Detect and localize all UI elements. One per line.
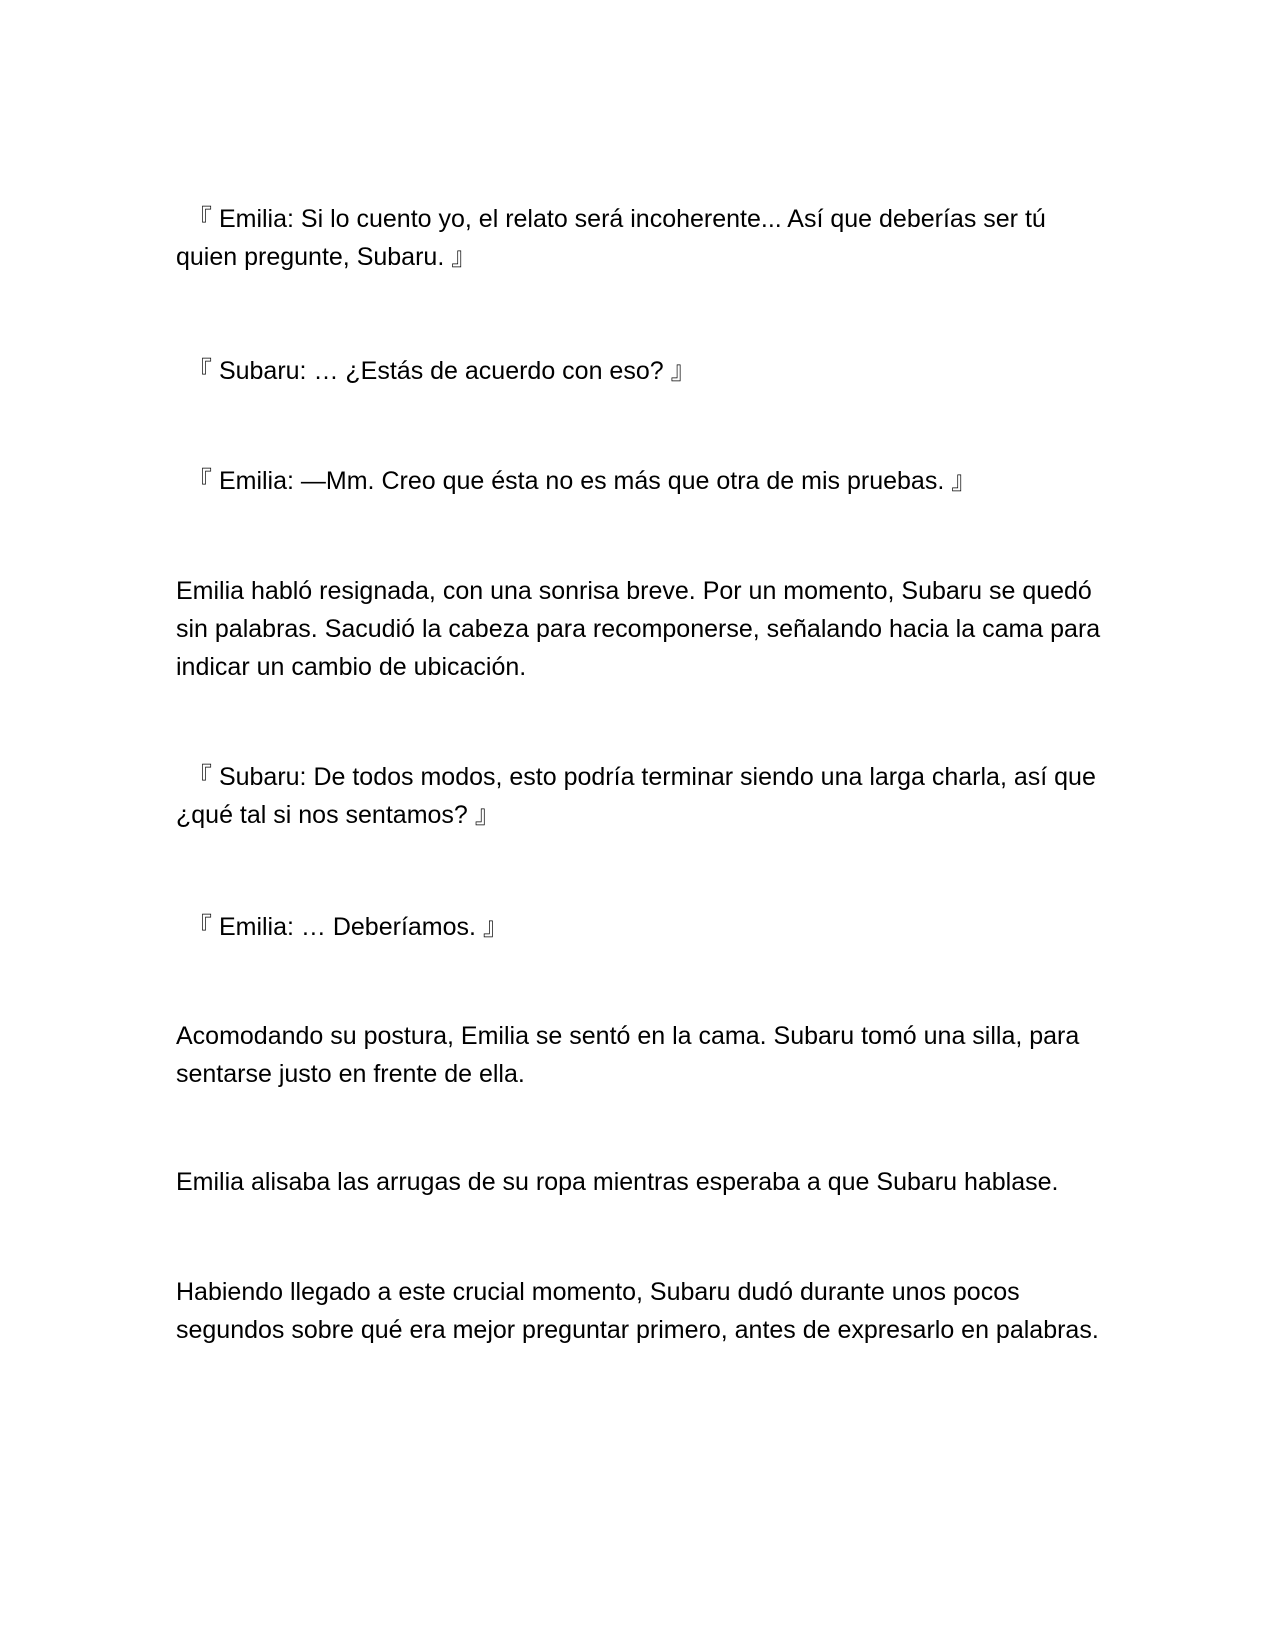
dialogue-paragraph-5: 『 Emilia: … Deberíamos. 』 [187,913,508,941]
dialogue-paragraph-2: 『 Subaru: … ¿Estás de acuerdo con eso? 』 [187,357,696,385]
dialogue-paragraph-4: 『 Subaru: De todos modos, esto podría terminar siendo una larga charla, así que ¿qué tal si nos sentamos? 』 [176,763,1096,829]
narration-paragraph-4: Habiendo llegado a este crucial momento, Subaru dudó durante unos pocos segundos sobre qué era mejor preguntar primero, antes de expresarlo en palabras. [176,1278,1099,1344]
dialogue-paragraph-1: 『 Emilia: Si lo cuento yo, el relato será incoherente... Así que deberías ser tú quien pregunte, Subaru. 』 [176,205,1046,271]
narration-paragraph-3: Emilia alisaba las arrugas de su ropa mientras esperaba a que Subaru hablase. [176,1168,1059,1196]
dialogue-paragraph-3: 『 Emilia: —Mm. Creo que ésta no es más que otra de mis pruebas. 』 [187,467,977,495]
narration-paragraph-1: Emilia habló resignada, con una sonrisa breve. Por un momento, Subaru se quedó sin palabras. Sacudió la cabeza para recomponerse, señalando hacia la cama para indicar un cambio de ubicación. [176,577,1101,681]
narration-paragraph-2: Acomodando su postura, Emilia se sentó en la cama. Subaru tomó una silla, para sentarse justo en frente de ella. [176,1022,1080,1088]
